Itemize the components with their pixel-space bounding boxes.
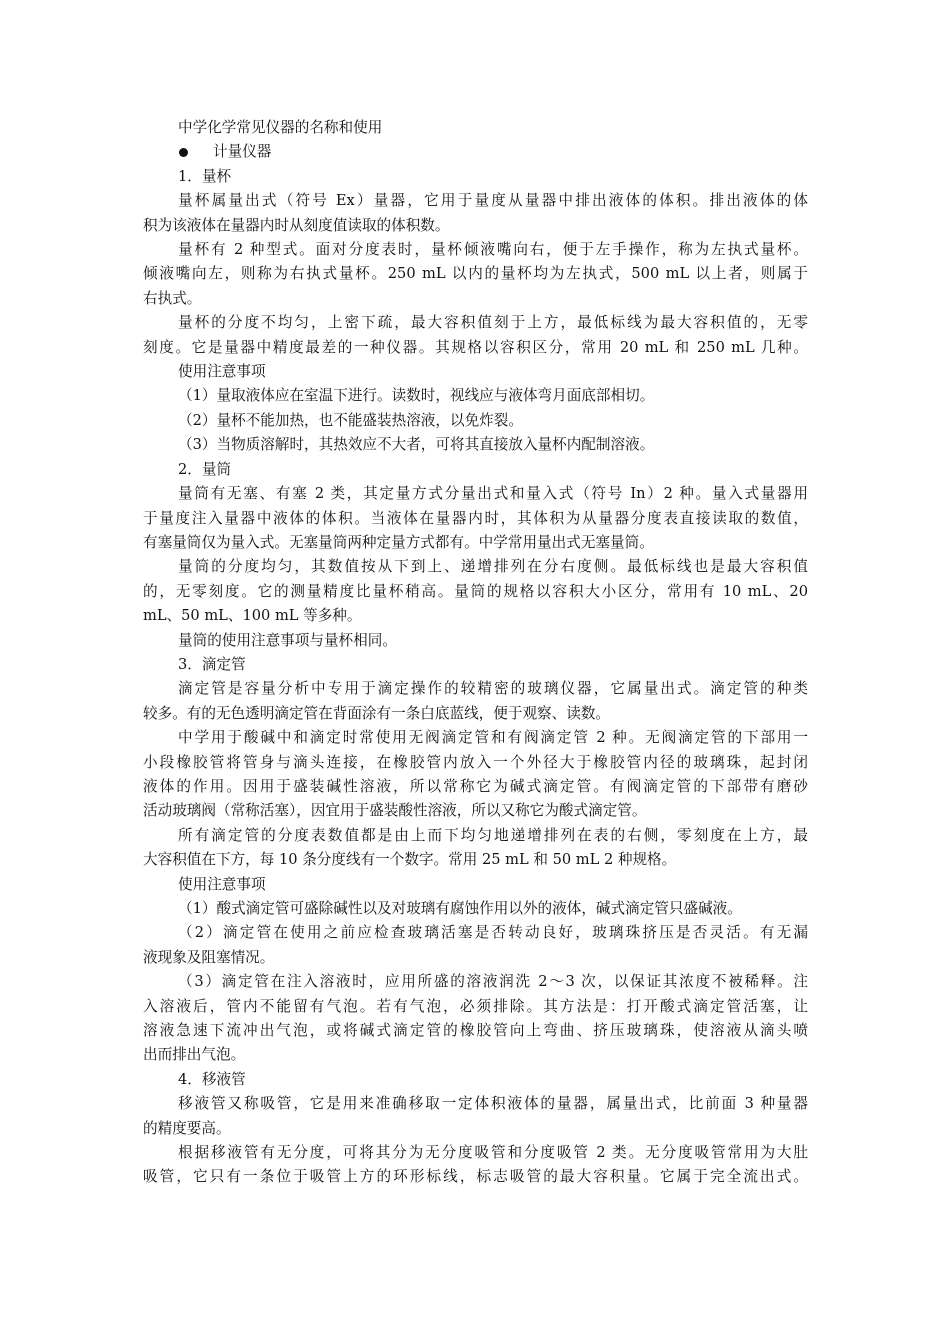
paragraph-line: 吸管，它只有一条位于吸管上方的环形标线，标志吸管的最大容积量。它属于完全流出式。	[143, 1168, 808, 1186]
paragraph-line: 大容积值在下方，每 10 条分度线有一个数字。常用 25 mL 和 50 mL 2 种规格。	[143, 851, 677, 869]
list-item: 入溶液后，管内不能留有气泡。若有气泡，必须排除。其方法是：打开酸式滴定管活塞，让	[143, 997, 808, 1015]
subheading-usage-notes: 使用注意事项	[178, 363, 266, 381]
paragraph-line: 较多。有的无色透明滴定管在背面涂有一条白底蓝线，便于观察、读数。	[143, 704, 611, 722]
section-heading-graduated-cylinder: 2．量筒	[178, 460, 232, 478]
paragraph-line: 根据移液管有无分度，可将其分为无分度吸管和分度吸管 2 类。无分度吸管常用为大肚	[178, 1144, 808, 1162]
list-item: 出而排出气泡。	[143, 1046, 246, 1064]
paragraph-line: 于量度注入量器中液体的体积。当液体在量器内时，其体积为从量器分度表直接读取的数值，	[143, 509, 808, 527]
paragraph-line: 量筒有无塞、有塞 2 类，其定量方式分量出式和量入式（符号 In）2 种。量入式量器用	[178, 485, 808, 503]
paragraph-line: 滴定管是容量分析中专用于滴定操作的较精密的玻璃仪器，它属量出式。滴定管的种类	[178, 680, 808, 698]
paragraph-line: 倾液嘴向左，则称为右执式量杯。250 mL 以内的量杯均为左执式，500 mL 以上者，则属于	[143, 265, 808, 283]
paragraph-line: 量杯有 2 种型式。面对分度表时，量杯倾液嘴向右，便于左手操作，称为左执式量杯。	[178, 241, 808, 259]
bullet-icon	[179, 148, 188, 157]
section-heading-burette: 3．滴定管	[178, 655, 246, 673]
paragraph-line: 量杯的分度不均匀，上密下疏，最大容积值刻于上方，最低标线为最大容积值的，无零	[178, 314, 808, 332]
paragraph-line: 所有滴定管的分度表数值都是由上而下均匀地递增排列在表的右侧，零刻度在上方，最	[178, 826, 808, 844]
list-item: （3）当物质溶解时，其热效应不大者，可将其直接放入量杯内配制溶液。	[178, 436, 655, 454]
list-item: （2）滴定管在使用之前应检查玻璃活塞是否转动良好，玻璃珠挤压是否灵活。有无漏	[178, 924, 808, 942]
paragraph-line: 右执式。	[143, 289, 202, 307]
paragraph-line: 刻度。它是量器中精度最差的一种仪器。其规格以容积区分，常用 20 mL 和 250 mL 几种。	[143, 338, 808, 356]
list-item: 溶液急速下流冲出气泡，或将碱式滴定管的橡胶管向上弯曲、挤压玻璃珠，使溶液从滴头喷	[143, 1022, 808, 1040]
paragraph-line: 量筒的使用注意事项与量杯相同。	[178, 631, 397, 649]
paragraph-line: 移液管又称吸管，它是用来准确移取一定体积液体的量器，属量出式，比前面 3 种量器	[178, 1095, 808, 1113]
paragraph-line: 量杯属量出式（符号 Ex）量器，它用于量度从量器中排出液体的体积。排出液体的体	[178, 192, 808, 210]
bullet-heading	[143, 140, 808, 164]
paragraph-line: 量筒的分度均匀，其数值按从下到上、递增排列在分右度侧。最低标线也是最大容积值	[178, 558, 808, 576]
paragraph-line: 的，无零刻度。它的测量精度比量杯稍高。量筒的规格以容积大小区分，常用有 10 mL、20	[143, 582, 808, 600]
paragraph-line: 活动玻璃阀（常称活塞），因宜用于盛装酸性溶液，所以又称它为酸式滴定管。	[143, 802, 647, 820]
paragraph-line: 液体的作用。因用于盛装碱性溶液，所以常称它为碱式滴定管。有阀滴定管的下部带有磨砂	[143, 777, 808, 795]
document-title: 中学化学常见仪器的名称和使用	[178, 119, 383, 136]
bullet-heading-text: 计量仪器	[213, 143, 272, 161]
list-item: 液现象及阻塞情况。	[143, 948, 275, 966]
paragraph-line: 小段橡胶管将管身与滴头连接，在橡胶管内放入一个外径大于橡胶管内径的玻璃珠，起封闭	[143, 753, 808, 771]
list-item: （2）量杯不能加热，也不能盛装热溶液，以免炸裂。	[178, 411, 523, 429]
paragraph-line: mL、50 mL、100 mL 等多种。	[143, 607, 362, 625]
section-heading-measuring-cup: 1．量杯	[178, 167, 232, 185]
paragraph-line: 的精度要高。	[143, 1119, 231, 1137]
list-item: （3）滴定管在注入溶液时，应用所盛的溶液润洗 2～3 次，以保证其浓度不被稀释。注	[178, 973, 808, 991]
paragraph-line: 积为该液体在量器内时从刻度值读取的体积数。	[143, 216, 450, 234]
section-heading-pipette: 4．移液管	[178, 1070, 246, 1088]
list-item: （1）量取液体应在室温下进行。读数时，视线应与液体弯月面底部相切。	[178, 387, 655, 405]
paragraph-line: 有塞量筒仅为量入式。无塞量筒两种定量方式都有。中学常用量出式无塞量筒。	[143, 533, 654, 551]
list-item: （1）酸式滴定管可盛除碱性以及对玻璃有腐蚀作用以外的液体，碱式滴定管只盛碱液。	[178, 900, 742, 917]
paragraph-line: 中学用于酸碱中和滴定时常使用无阀滴定管和有阀滴定管 2 种。无阀滴定管的下部用一	[178, 729, 808, 747]
subheading-usage-notes: 使用注意事项	[178, 875, 266, 893]
document-body	[143, 116, 808, 1190]
